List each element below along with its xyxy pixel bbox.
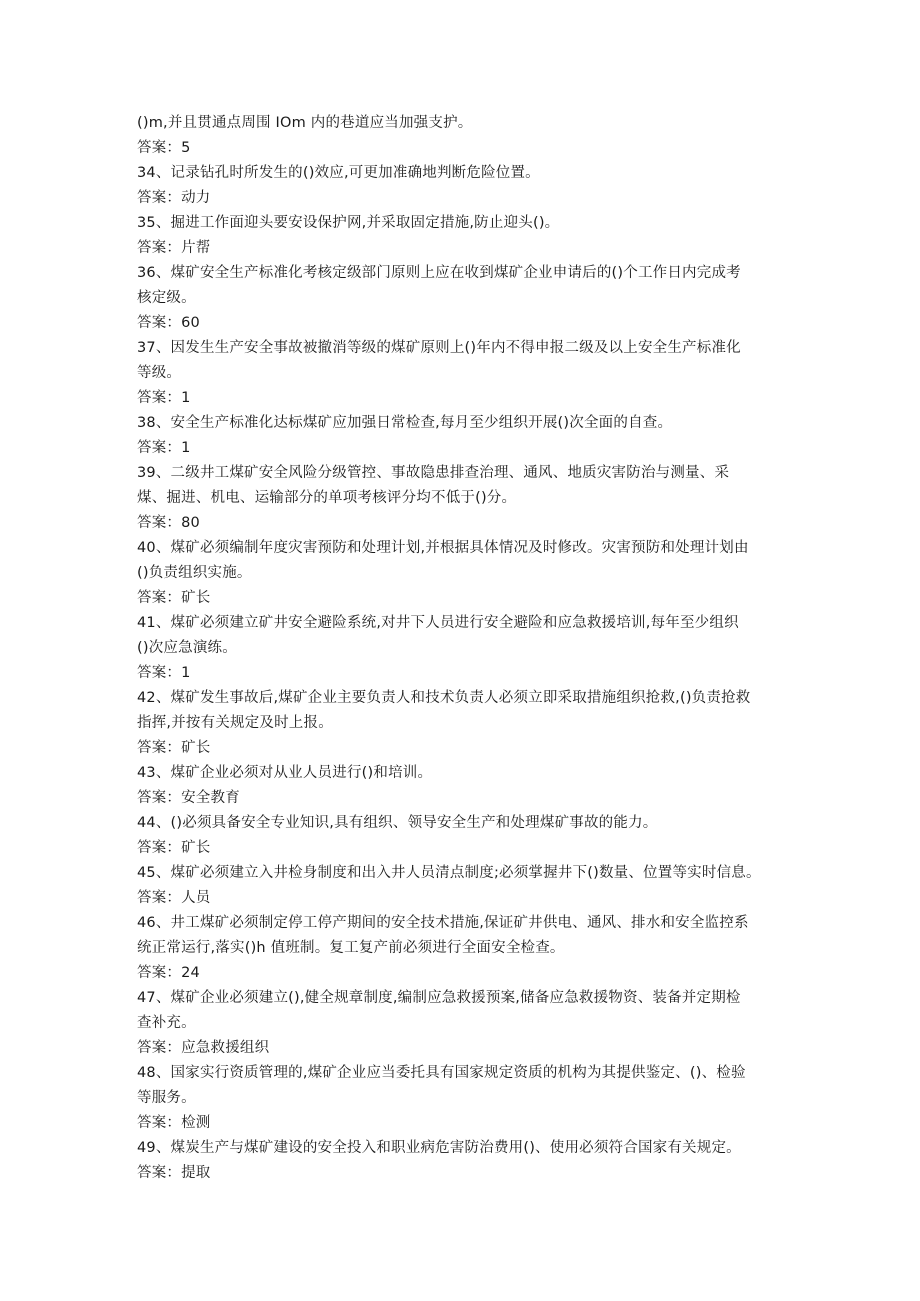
answer-line: 答案：5 (137, 140, 191, 156)
answer-line: 答案：片帮 (137, 240, 211, 256)
answer-line: 答案：检测 (137, 1115, 211, 1131)
question-line: 45、煤矿必须建立入井检身制度和出入井人员清点制度;必须掌握井下()数量、位置等实时信息。 (137, 865, 761, 881)
question-line: 37、因发生生产安全事故被撤消等级的煤矿原则上()年内不得申报二级及以上安全生产标准化 (137, 340, 741, 356)
answer-line: 答案：80 (137, 515, 200, 531)
answer-line: 答案：矿长 (137, 840, 211, 856)
answer-line: 答案：矿长 (137, 740, 211, 756)
question-line: 46、井工煤矿必须制定停工停产期间的安全技术措施,保证矿井供电、通风、排水和安全监控系 (137, 915, 749, 931)
question-line: 查补充。 (137, 1015, 196, 1031)
question-line: 36、煤矿安全生产标准化考核定级部门原则上应在收到煤矿企业申请后的()个工作日内完成考 (137, 265, 741, 281)
answer-line: 答案：1 (137, 665, 191, 681)
answer-line: 答案：应急救援组织 (137, 1040, 270, 1056)
question-line: 48、国家实行资质管理的,煤矿企业应当委托具有国家规定资质的机构为其提供鉴定、()、检验 (137, 1065, 746, 1081)
answer-line: 答案：动力 (137, 190, 211, 206)
question-line: 47、煤矿企业必须建立(),健全规章制度,编制应急救援预案,储备应急救援物资、装备并定期检 (137, 990, 741, 1006)
question-line: ()m,并且贯通点周围 IOm 内的巷道应当加强支护。 (137, 115, 473, 131)
answer-line: 答案：1 (137, 390, 191, 406)
question-line: 统正常运行,落实()h 值班制。复工复产前必须进行全面安全检查。 (137, 940, 565, 956)
question-line: 43、煤矿企业必须对从业人员进行()和培训。 (137, 765, 433, 781)
question-line: 40、煤矿必须编制年度灾害预防和处理计划,并根据具体情况及时修改。灾害预防和处理计划由 (137, 540, 749, 556)
question-line: 39、二级井工煤矿安全风险分级管控、事故隐患排查治理、通风、地质灾害防治与测量、采 (137, 465, 730, 481)
question-line: ()负责组织实施。 (137, 565, 252, 581)
document-body (137, 111, 802, 1186)
answer-line: 答案：矿长 (137, 590, 211, 606)
answer-line: 答案：人员 (137, 890, 211, 906)
question-line: 38、安全生产标准化达标煤矿应加强日常检查,每月至少组织开展()次全面的自查。 (137, 415, 673, 431)
answer-line: 答案：1 (137, 440, 191, 456)
answer-line: 答案：提取 (137, 1165, 211, 1181)
question-line: 34、记录钻孔时所发生的()效应,可更加准确地判断危险位置。 (137, 165, 540, 181)
question-line: 44、()必须具备安全专业知识,具有组织、领导安全生产和处理煤矿事故的能力。 (137, 815, 658, 831)
question-line: 42、煤矿发生事故后,煤矿企业主要负责人和技术负责人必须立即采取措施组织抢救,()负责抢救 (137, 690, 751, 706)
answer-line: 答案：60 (137, 315, 200, 331)
question-line: 等服务。 (137, 1090, 196, 1106)
question-line: ()次应急演练。 (137, 640, 237, 656)
question-line: 41、煤矿必须建立矿井安全避险系统,对井下人员进行安全避险和应急救援培训,每年至少组织 (137, 615, 739, 631)
question-line: 核定级。 (137, 290, 196, 306)
question-line: 等级。 (137, 365, 182, 381)
question-line: 指挥,并按有关规定及时上报。 (137, 715, 333, 731)
answer-line: 答案：24 (137, 965, 200, 981)
answer-line: 答案：安全教育 (137, 790, 240, 806)
question-line: 49、煤炭生产与煤矿建设的安全投入和职业病危害防治费用()、使用必须符合国家有关规定。 (137, 1140, 741, 1156)
question-line: 煤、掘进、机电、运输部分的单项考核评分均不低于()分。 (137, 490, 517, 506)
question-line: 35、掘进工作面迎头要安设保护网,并采取固定措施,防止迎头()。 (137, 215, 560, 231)
